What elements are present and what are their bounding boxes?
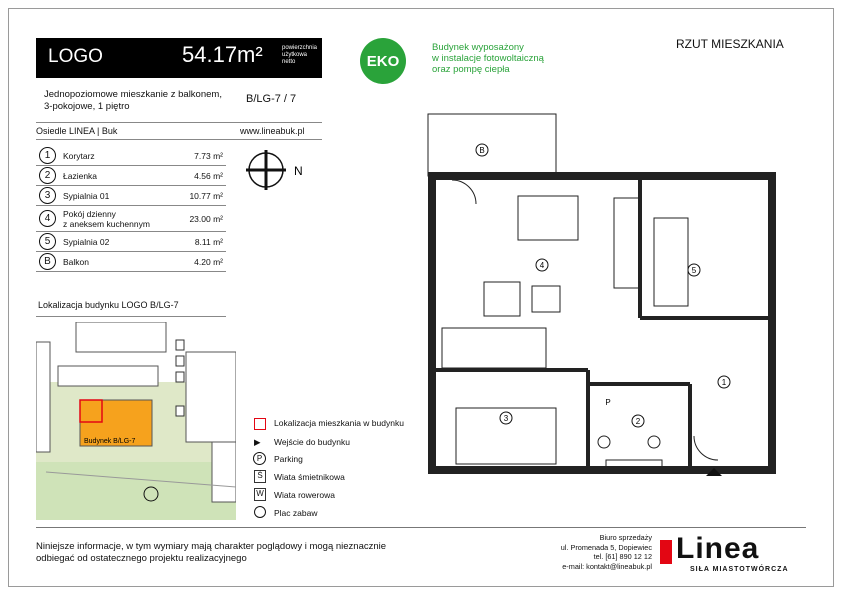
table-row: 5 Sypialnia 02 8.11 m² [36,232,226,252]
location-map [36,322,236,520]
estate-name: Osiedle LINEA | Buk [36,126,118,136]
red-square-icon [254,418,266,430]
area-value: 54.17m² [182,42,263,67]
plan-label-2: 2 [635,417,641,426]
legend-label: Parking [274,454,303,464]
logo-text: LOGO [48,46,103,67]
floor-plan [408,108,784,500]
plan-label-1: 1 [721,378,727,387]
brand-tagline: SIŁA MIASTOTWÓRCZA [690,566,789,573]
area-note: powierzchnia użytkowa netto [282,45,318,65]
apartment-code: B/LG-7 / 7 [246,93,297,105]
footer-divider [36,527,806,528]
table-row: 1 Korytarz 7.73 m² [36,146,226,166]
plan-parking-label: P [605,398,611,407]
compass-icon [244,148,314,192]
sales-office-contact: Biuro sprzedaży ul. Promenada 5, Dopiewiec tel. [61] 890 12 12 e-mail: kontakt@lineabuk.pl [532,533,652,571]
plan-label-5: 5 [691,266,697,275]
compass-label: N [294,164,303,178]
building-label: Budynek B/LG-7 [84,438,136,445]
eko-description: Budynek wyposażony w instalacje fotowoltaiczną oraz pompę ciepła [432,42,544,75]
plan-label-b: B [479,146,485,155]
legend-label: Wiata śmietnikowa [274,472,345,482]
brand-name: Linea [676,532,760,565]
rooms-table [36,146,226,272]
plan-label-4: 4 [539,261,545,270]
apartment-description: Jednopoziomowe mieszkanie z balkonem, 3-pokojowe, 1 piętro [44,89,222,112]
table-row: 4 Pokój dzienny z aneksem kuchennym 23.00 m² [36,206,226,232]
eko-badge: EKO [360,38,406,84]
website-link[interactable]: www.lineabuk.pl [240,126,305,136]
divider [36,139,322,140]
divider [36,316,226,317]
brand-logo-icon [660,540,672,564]
legend-label: Wiata rowerowa [274,490,335,500]
table-row: 2 Łazienka 4.56 m² [36,166,226,186]
page-title: RZUT MIESZKANIA [676,37,784,51]
parking-icon: P [253,452,266,465]
divider [36,122,322,123]
arrow-right-icon: ▶ [254,437,261,447]
location-title: Lokalizacja budynku LOGO B/LG-7 [38,300,179,310]
disclaimer: Niniejsze informacje, w tym wymiary mają charakter poglądowy i mogą nieznacznie odbiegać od ostatecznego projektu realizacyjnego [36,541,387,564]
legend-label: Plac zabaw [274,508,318,518]
table-row: B Balkon 4.20 m² [36,252,226,272]
email-link[interactable]: e-mail: kontakt@lineabuk.pl [562,561,652,571]
legend-label: Wejście do budynku [274,437,350,447]
trash-shelter-icon: Ś [254,470,266,483]
playground-icon [254,506,266,518]
header-box [36,38,322,78]
plan-label-3: 3 [503,414,509,423]
table-row: 3 Sypialnia 01 10.77 m² [36,186,226,206]
bike-shelter-icon: W [254,488,266,501]
legend-label: Lokalizacja mieszkania w budynku [274,418,404,428]
